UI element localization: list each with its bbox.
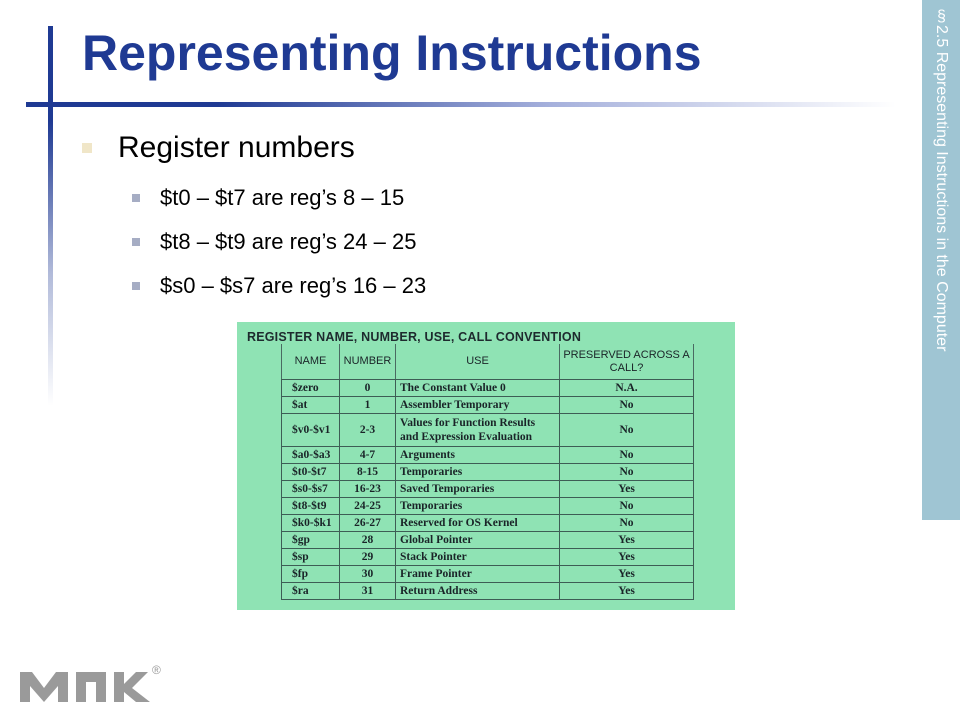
register-number-cell: 24-25: [340, 498, 396, 515]
register-name-cell: $t0-$t7: [282, 464, 340, 481]
register-number-cell: 1: [340, 397, 396, 414]
register-name-cell: $ra: [282, 583, 340, 600]
register-use-cell: Values for Function Results and Expression Evaluation: [396, 414, 560, 447]
register-number-cell: 28: [340, 532, 396, 549]
register-preserved-cell: No: [560, 447, 694, 464]
header-name: NAME: [282, 344, 340, 380]
table-row: [282, 481, 694, 498]
register-name-cell: $s0-$s7: [282, 481, 340, 498]
sub-bullet-text: $t0 – $t7 are reg’s 8 – 15: [160, 185, 405, 210]
sub-bullet-square-icon: [132, 238, 140, 246]
register-preserved-cell: No: [560, 515, 694, 532]
header-number: NUMBER: [340, 344, 396, 380]
register-name-cell: $t8-$t9: [282, 498, 340, 515]
table-row: [282, 515, 694, 532]
register-table: [281, 344, 694, 600]
register-name-cell: $v0-$v1: [282, 414, 340, 447]
table-row: [282, 532, 694, 549]
register-preserved-cell: Yes: [560, 549, 694, 566]
frame-vertical-line: [48, 26, 53, 406]
register-use-cell: Reserved for OS Kernel: [396, 515, 560, 532]
register-use-cell: The Constant Value 0: [396, 380, 560, 397]
register-preserved-cell: No: [560, 397, 694, 414]
table-row: [282, 447, 694, 464]
table-row: [282, 397, 694, 414]
header-use: USE: [396, 344, 560, 380]
sub-bullet-item: [132, 220, 426, 264]
register-preserved-cell: Yes: [560, 566, 694, 583]
bullet-list: [82, 128, 426, 308]
bullet-text: Register numbers: [118, 131, 355, 164]
register-use-cell: Frame Pointer: [396, 566, 560, 583]
table-row: [282, 549, 694, 566]
register-preserved-cell: No: [560, 464, 694, 481]
register-name-cell: $a0-$a3: [282, 447, 340, 464]
register-use-cell: Assembler Temporary: [396, 397, 560, 414]
bullet-item: [82, 128, 426, 168]
register-name-cell: $at: [282, 397, 340, 414]
register-table-heading: REGISTER NAME, NUMBER, USE, CALL CONVENTION: [247, 330, 582, 344]
register-preserved-cell: No: [560, 498, 694, 515]
sub-bullet-square-icon: [132, 194, 140, 202]
register-number-cell: 4-7: [340, 447, 396, 464]
mk-publisher-logo-icon: [18, 658, 178, 708]
register-preserved-cell: N.A.: [560, 380, 694, 397]
register-number-cell: 0: [340, 380, 396, 397]
register-preserved-cell: Yes: [560, 583, 694, 600]
register-number-cell: 29: [340, 549, 396, 566]
register-name-cell: $fp: [282, 566, 340, 583]
slide-title: Representing Instructions: [82, 25, 702, 81]
register-use-cell: Global Pointer: [396, 532, 560, 549]
register-use-cell: Saved Temporaries: [396, 481, 560, 498]
header-preserved: PRESERVED ACROSS A CALL?: [560, 344, 694, 380]
bullet-square-icon: [82, 143, 92, 153]
section-side-tab: [922, 0, 960, 520]
sub-bullet-square-icon: [132, 282, 140, 290]
register-preserved-cell: No: [560, 414, 694, 447]
register-number-cell: 26-27: [340, 515, 396, 532]
register-number-cell: 30: [340, 566, 396, 583]
sub-bullet-text: $t8 – $t9 are reg’s 24 – 25: [160, 229, 417, 254]
register-number-cell: 2-3: [340, 414, 396, 447]
register-table-body: [282, 380, 694, 600]
register-use-cell: Arguments: [396, 447, 560, 464]
register-preserved-cell: Yes: [560, 532, 694, 549]
register-table-image: [237, 322, 735, 610]
register-preserved-cell: Yes: [560, 481, 694, 498]
table-row: [282, 414, 694, 447]
register-name-cell: $k0-$k1: [282, 515, 340, 532]
publisher-logo: [18, 658, 178, 713]
register-use-cell: Return Address: [396, 583, 560, 600]
table-row: [282, 498, 694, 515]
register-number-cell: 16-23: [340, 481, 396, 498]
table-row: [282, 380, 694, 397]
register-use-cell: Temporaries: [396, 464, 560, 481]
register-name-cell: $zero: [282, 380, 340, 397]
register-use-cell: Temporaries: [396, 498, 560, 515]
table-row: [282, 583, 694, 600]
section-label: §2.5 Representing Instructions in the Computer: [933, 8, 950, 352]
table-row: [282, 566, 694, 583]
sub-bullet-item: [132, 264, 426, 308]
register-number-cell: 31: [340, 583, 396, 600]
sub-bullet-text: $s0 – $s7 are reg’s 16 – 23: [160, 273, 427, 298]
sub-bullet-item: [132, 176, 426, 220]
register-name-cell: $sp: [282, 549, 340, 566]
register-use-cell: Stack Pointer: [396, 549, 560, 566]
registered-mark: ®: [152, 663, 161, 677]
frame-horizontal-line: [26, 102, 896, 107]
table-header-row: [282, 344, 694, 380]
register-name-cell: $gp: [282, 532, 340, 549]
register-number-cell: 8-15: [340, 464, 396, 481]
table-row: [282, 464, 694, 481]
